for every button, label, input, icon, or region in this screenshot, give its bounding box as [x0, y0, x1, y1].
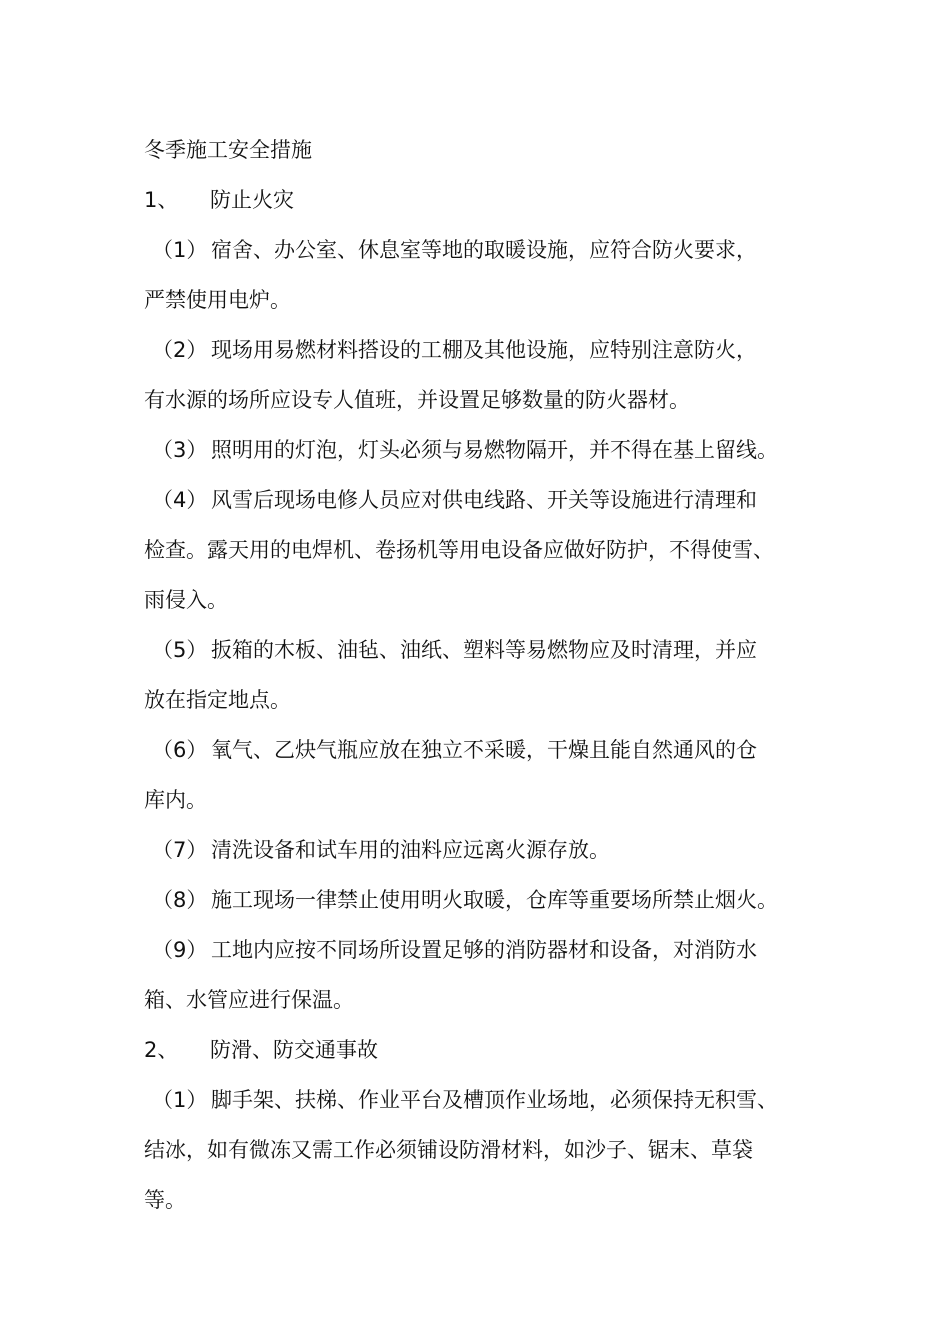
item-marker: （1）: [152, 238, 208, 262]
item-text: 氧气、乙炔气瓶应放在独立不采暖，干燥且能自然通风的仓: [211, 738, 757, 762]
item-continuation: 严禁使用电炉。: [144, 288, 291, 312]
item-text: 现场用易燃材料搭设的工棚及其他设施，应特别注意防火，: [211, 338, 757, 362]
item-continuation: 有水源的场所应设专人值班，并设置足够数量的防火器材。: [144, 388, 690, 412]
list-item: [144, 725, 834, 775]
item-marker: （8）: [152, 888, 208, 912]
item-continuation: 库内。: [144, 788, 207, 812]
item-marker: （3）: [152, 438, 208, 462]
section-title: 防止火灾: [210, 188, 294, 212]
section-heading-1: [144, 175, 834, 225]
section-heading-2: [144, 1025, 834, 1075]
item-text: 工地内应按不同场所设置足够的消防器材和设备，对消防水: [211, 938, 757, 962]
list-item: [144, 1075, 834, 1125]
section-number: 2、: [144, 1038, 179, 1062]
item-marker: （2）: [152, 338, 208, 362]
item-marker: （6）: [152, 738, 208, 762]
item-text: 清洗设备和试车用的油料应远离火源存放。: [211, 838, 610, 862]
item-text: 施工现场一律禁止使用明火取暖，仓库等重要场所禁止烟火。: [211, 888, 778, 912]
list-item: [144, 825, 834, 875]
list-item: [144, 925, 834, 975]
item-text: 扳箱的木板、油毡、油纸、塑料等易燃物应及时清理，并应: [211, 638, 757, 662]
item-marker: （1）: [152, 1088, 208, 1112]
item-marker: （5）: [152, 638, 208, 662]
item-marker: （9）: [152, 938, 208, 962]
item-continuation: 检查。露天用的电焊机、卷扬机等用电设备应做好防护，不得使雪、: [144, 538, 774, 562]
list-item: [144, 425, 834, 475]
list-item: [144, 325, 834, 375]
item-continuation: 等。: [144, 1188, 186, 1212]
item-continuation: 箱、水管应进行保温。: [144, 988, 354, 1012]
list-item: [144, 625, 834, 675]
document-page: [144, 125, 834, 1225]
item-continuation: 放在指定地点。: [144, 688, 291, 712]
section-number: 1、: [144, 188, 179, 212]
document-title: 冬季施工安全措施: [144, 138, 312, 162]
item-text: 脚手架、扶梯、作业平台及槽顶作业场地，必须保持无积雪、: [211, 1088, 778, 1112]
item-continuation: 雨侵入。: [144, 588, 228, 612]
list-item: [144, 875, 834, 925]
item-text: 宿舍、办公室、休息室等地的取暖设施，应符合防火要求，: [211, 238, 757, 262]
item-text: 照明用的灯泡，灯头必须与易燃物隔开，并不得在基上留线。: [211, 438, 778, 462]
item-text: 风雪后现场电修人员应对供电线路、开关等设施进行清理和: [211, 488, 757, 512]
section-title: 防滑、防交通事故: [210, 1038, 378, 1062]
item-marker: （4）: [152, 488, 208, 512]
list-item: [144, 225, 834, 275]
list-item: [144, 475, 834, 525]
item-continuation: 结冰，如有微冻又需工作必须铺设防滑材料，如沙子、锯末、草袋: [144, 1138, 753, 1162]
item-marker: （7）: [152, 838, 208, 862]
